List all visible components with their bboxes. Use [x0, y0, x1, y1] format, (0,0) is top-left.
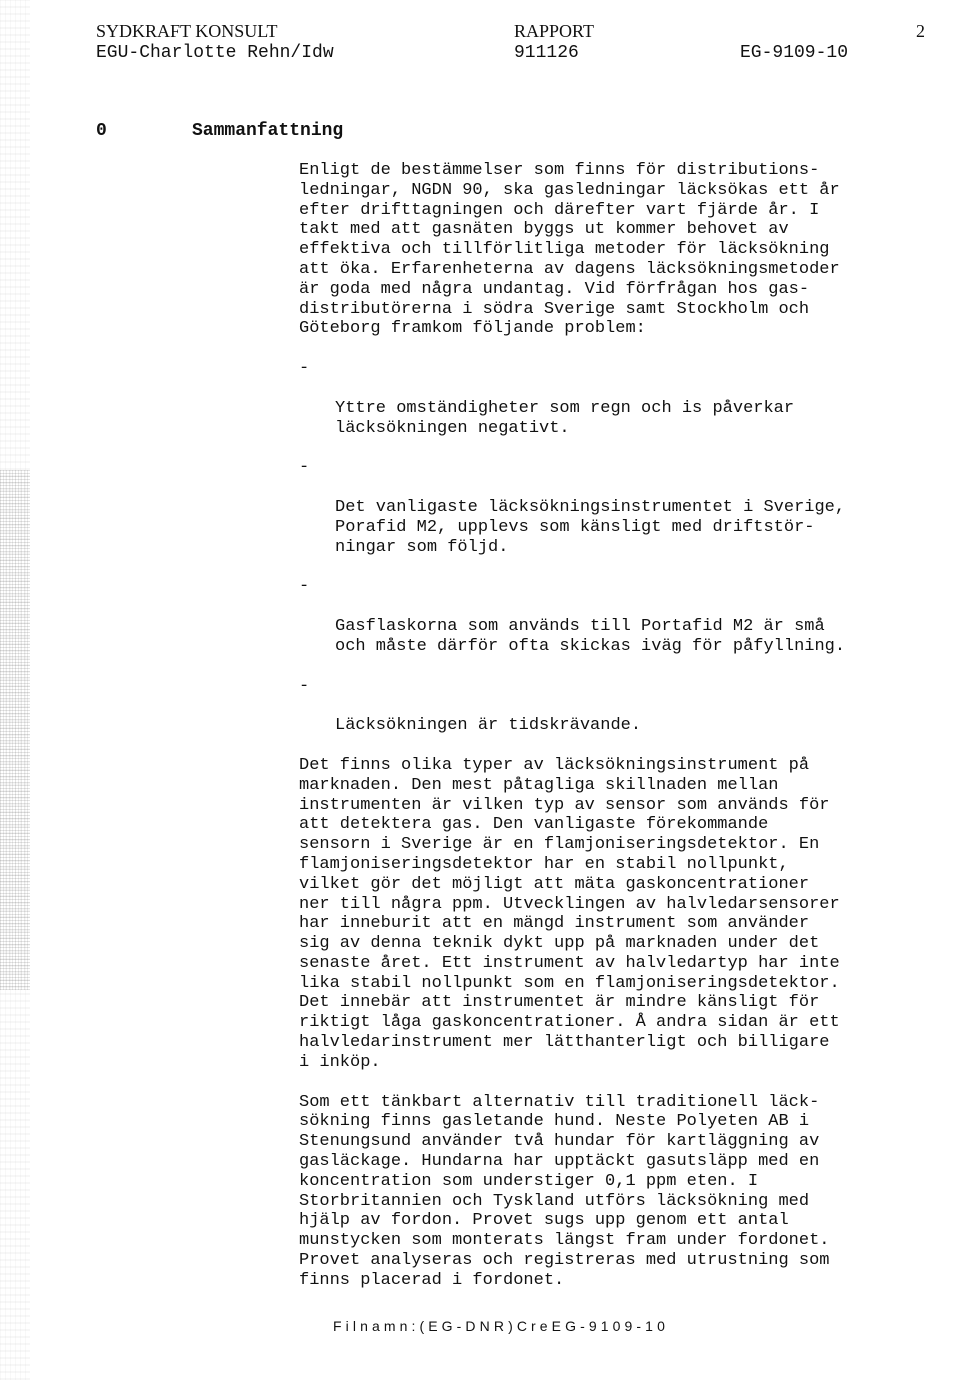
alternative-paragraph: Som ett tänkbart alternativ till traditionell läck- sökning finns gasletande hund. Neste Polyeten AB i Stenungsund använder två hundar för kartläggning av gasläckage. Hundarna har upptäckt gasutsläpp med en koncentration som understiger 0,1 ppm eten. I Storbritannien och Tyskland utförs läcksökning med hjälp av fordon. Provet sugs upp genom ett antal munstycken som monterats längst fram under fordonet. Provet analyseras och registreras med utrustning som finns placerad i fordonet. [299, 1092, 830, 1290]
intro-paragraph: Enligt de bestämmelser som finns för distributions- ledningar, NGDN 90, ska gasledningar läcksökas ett år efter drifttagningen och därefter vart fjärde år. I takt med att gasnäten byggs ut kommer behovet av effektiva och tillförlitliga metoder för läcksökning att öka. Erfarenheterna av dagens läcksökningsmetoder är goda med några undantag. Vid förfrågan hos gas- distributörerna i södra Sverige samt Stockholm och Göteborg framkom följande problem: [299, 161, 840, 339]
section-number: 0 [96, 121, 107, 141]
bullet-item [299, 677, 939, 736]
scan-noise-patch [0, 470, 30, 990]
report-header [96, 20, 936, 68]
author-line: EGU-Charlotte Rehn/Idw [96, 43, 334, 63]
bullet-dash: - [299, 458, 310, 478]
bullet-dash: - [299, 676, 310, 696]
bullet-text: Yttre omständigheter som regn och is påverkar läcksökningen negativt. [335, 398, 795, 438]
company-name: SYDKRAFT KONSULT [96, 21, 278, 41]
page-number: 2 [916, 21, 925, 41]
report-type: RAPPORT [514, 21, 594, 41]
bullet-dash: - [299, 577, 310, 597]
bullet-item [299, 458, 939, 557]
bullet-dash: - [299, 359, 310, 379]
bullet-text: Gasflaskorna som används till Portafid M2 är små och måste därför ofta skickas iväg för påfyllning. [335, 616, 846, 656]
bullet-text: Det vanligaste läcksökningsinstrumentet i Sverige, Porafid M2, upplevs som känsligt med driftstör- ningar som följd. [335, 497, 846, 557]
summary-body [299, 161, 939, 1311]
bullet-item [299, 577, 939, 656]
footer-filename: Filnamn:(EG-DNR)CreEG-9109-10 [333, 1318, 669, 1334]
section-title: Sammanfattning [192, 121, 344, 141]
instruments-paragraph: Det finns olika typer av läcksökningsinstrument på marknaden. Den mest påtagliga skillnaden mellan instrumenten är vilken typ av sensor som används för att detektera gas. Den vanligaste förekommande sensorn i Sverige är en flamjoniseringsdetektor. En flamjoniseringsdetektor har en stabil nollpunkt, vilket gör det möjligt att mäta gaskoncentrationer ner till några ppm. Utvecklingen av halvledarsensorer har inneburit att en mängd instrument som använder sig av denna teknik dykt upp på marknaden under det senaste året. Ett instrument av halvledartyp har inte lika stabil nollpunkt som en flamjoniseringsdetektor. Det innebär att instrumentet är mindre känsligt för riktigt låga gaskoncentrationer. Å andra sidan är ett halvledarinstrument mer lätthanterligt och billigare i inköp. [299, 755, 840, 1072]
report-date: 911126 [514, 43, 579, 63]
bullet-item [299, 359, 939, 438]
bullet-text: Läcksökningen är tidskrävande. [335, 716, 642, 736]
document-number: EG-9109-10 [740, 43, 849, 63]
